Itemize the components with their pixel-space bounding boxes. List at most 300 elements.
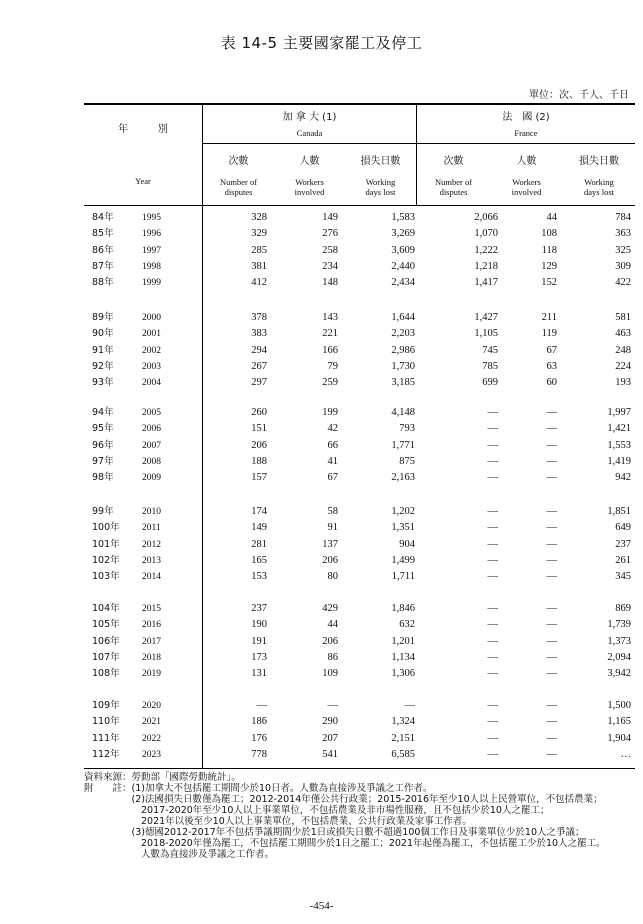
value-cell: 345: [615, 571, 631, 583]
value-cell: 41: [327, 455, 338, 467]
value-cell: 1,711: [391, 571, 415, 583]
value-cell: —: [487, 619, 498, 631]
value-cell: 3,609: [391, 244, 415, 256]
france-disputes-en2: disputes: [439, 187, 468, 197]
table-row: [84, 359, 635, 375]
year-cell: 2001: [142, 329, 161, 340]
value-cell: 66: [327, 439, 338, 451]
value-cell: 290: [322, 716, 338, 728]
value-cell: 2,066: [474, 212, 498, 223]
value-cell: 80: [327, 571, 338, 583]
value-cell: 699: [482, 377, 498, 389]
value-cell: 429: [322, 603, 338, 614]
year-cell: 2019: [142, 669, 161, 680]
value-cell: 176: [251, 732, 267, 744]
value-cell: 875: [399, 455, 415, 467]
value-cell: 1,583: [391, 212, 415, 223]
value-cell: 152: [541, 277, 557, 289]
roc-year-cell: 105年: [92, 619, 120, 631]
roc-year-cell: 91年: [92, 344, 114, 356]
year-cell: 1998: [142, 261, 161, 272]
table-row: [84, 601, 635, 617]
year-cell: 2021: [142, 717, 161, 728]
value-cell: 4,148: [391, 407, 415, 418]
value-cell: 1,500: [607, 700, 631, 711]
value-cell: 2,434: [391, 277, 415, 289]
year-cell: 2012: [142, 539, 161, 550]
year-cell: 2014: [142, 572, 161, 583]
value-cell: —: [546, 472, 557, 484]
value-cell: 44: [327, 619, 338, 631]
value-cell: 2,440: [391, 260, 415, 272]
roc-year-cell: 110年: [92, 716, 120, 728]
year-cell: 2008: [142, 456, 161, 467]
note-line: 2018-2020年僅為罷工，不包括罷工期間少於1日之罷工；2021年起僅為罷工，不包括罷工少於10人之罷工。: [84, 838, 606, 849]
table-row: [84, 537, 635, 553]
value-cell: 1,904: [607, 732, 631, 744]
value-cell: 2,094: [607, 651, 631, 663]
note-line: 2021年以後至少10人以上事業單位，不包括農業、公共行政業及家事工作者。: [84, 816, 472, 827]
value-cell: 1,419: [607, 455, 631, 467]
france-header-zh: 法 國 (2): [502, 112, 550, 123]
value-cell: 904: [399, 538, 415, 550]
year-cell: 2009: [142, 473, 161, 484]
value-cell: 129: [541, 260, 557, 272]
value-cell: …: [620, 748, 631, 760]
table-row: [84, 504, 635, 520]
year-cell: 1996: [142, 229, 161, 240]
value-cell: —: [546, 538, 557, 550]
value-cell: 206: [251, 439, 267, 451]
value-cell: 206: [322, 554, 338, 566]
value-cell: 60: [546, 377, 557, 389]
roc-year-cell: 92年: [92, 360, 114, 372]
year-cell: 2022: [142, 733, 161, 744]
value-cell: 207: [322, 732, 338, 744]
table-row: [84, 747, 635, 763]
value-cell: 42: [327, 423, 338, 435]
value-cell: —: [487, 407, 498, 418]
roc-year-cell: 100年: [92, 522, 120, 534]
value-cell: 1,134: [391, 651, 415, 663]
value-cell: 118: [541, 244, 557, 256]
value-cell: —: [487, 716, 498, 728]
value-cell: 67: [327, 472, 338, 484]
value-cell: 174: [251, 506, 267, 517]
value-cell: —: [487, 538, 498, 550]
value-cell: 2,163: [391, 472, 415, 484]
canada-days-en1: Working: [365, 177, 396, 187]
value-cell: 381: [251, 260, 267, 272]
value-cell: 153: [251, 571, 267, 583]
value-cell: 260: [251, 407, 267, 418]
roc-year-cell: 96年: [92, 439, 114, 451]
table-row: [84, 553, 635, 569]
value-cell: —: [487, 571, 498, 583]
value-cell: 86: [327, 651, 338, 663]
table-row: [84, 650, 635, 666]
note-line: (3)德國2012-2017年不包括爭議期間少於1日或損失日數不超過100個工作日及事業單位少於10人之爭議；: [84, 827, 585, 838]
value-cell: —: [256, 700, 267, 711]
table-row: [84, 569, 635, 585]
value-cell: 1,306: [391, 668, 415, 680]
value-cell: —: [546, 619, 557, 631]
value-cell: —: [487, 439, 498, 451]
value-cell: 1,739: [607, 619, 631, 631]
table-row: [84, 275, 635, 291]
value-cell: 149: [322, 212, 338, 223]
roc-year-cell: 86年: [92, 244, 114, 256]
value-cell: 63: [546, 360, 557, 372]
table-bottom-rule: [84, 768, 635, 769]
table-row: [84, 259, 635, 275]
year-cell: 2004: [142, 378, 161, 389]
france-workers-en2: involved: [511, 187, 542, 197]
value-cell: 784: [615, 212, 631, 223]
value-cell: 148: [322, 277, 338, 289]
table-row: [84, 243, 635, 259]
year-cell: 1997: [142, 245, 161, 256]
value-cell: 1,202: [391, 506, 415, 517]
value-cell: —: [546, 439, 557, 451]
value-cell: 191: [251, 635, 267, 647]
value-cell: —: [487, 603, 498, 614]
value-cell: —: [487, 700, 498, 711]
value-cell: 234: [322, 260, 338, 272]
header-bottom-rule: [84, 205, 635, 206]
roc-year-cell: 109年: [92, 700, 120, 711]
value-cell: 1,997: [607, 407, 631, 418]
value-cell: 1,427: [474, 312, 498, 323]
table-row: [84, 698, 635, 714]
value-cell: 67: [546, 344, 557, 356]
value-cell: 1,499: [391, 554, 415, 566]
value-cell: 199: [322, 407, 338, 418]
page-title: 表 14-5 主要國家罷工及停工: [220, 34, 423, 52]
value-cell: 1,070: [474, 228, 498, 240]
value-cell: 325: [615, 244, 631, 256]
canada-workers-en1: Workers: [295, 177, 324, 187]
france-header-en: France: [514, 128, 538, 138]
value-cell: 206: [322, 635, 338, 647]
value-cell: —: [546, 700, 557, 711]
value-cell: 383: [251, 328, 267, 340]
france-workers-header: 人數: [516, 156, 537, 167]
value-cell: 44: [546, 212, 557, 223]
value-cell: 119: [541, 328, 557, 340]
canada-days-en2: days lost: [365, 187, 396, 197]
value-cell: 3,185: [391, 377, 415, 389]
value-cell: 329: [251, 228, 267, 240]
notes-block: [84, 772, 639, 860]
value-cell: —: [487, 554, 498, 566]
value-cell: —: [546, 668, 557, 680]
roc-year-cell: 95年: [92, 423, 114, 435]
year-cell: 2007: [142, 440, 161, 451]
value-cell: 1,351: [391, 522, 415, 534]
year-cell: 2020: [142, 701, 161, 711]
table-row: [84, 714, 635, 730]
value-cell: 581: [615, 312, 631, 323]
roc-year-cell: 94年: [92, 407, 114, 418]
roc-year-cell: 107年: [92, 651, 120, 663]
roc-year-cell: 89年: [92, 312, 114, 323]
value-cell: 309: [615, 260, 631, 272]
canada-disputes-header: 次數: [228, 156, 249, 167]
table-row: [84, 617, 635, 633]
table-row: [84, 210, 635, 226]
year-cell: 1999: [142, 278, 161, 289]
france-disputes-en1: Number of: [434, 177, 473, 187]
value-cell: 2,151: [391, 732, 415, 744]
unit-label: 單位：次、千人、千日: [529, 90, 629, 101]
year-cell: 2016: [142, 620, 161, 631]
note-line: 人數為直接涉及爭議之工作者。: [84, 849, 275, 860]
value-cell: —: [487, 423, 498, 435]
year-cell: 2018: [142, 652, 161, 663]
france-workers-en1: Workers: [512, 177, 541, 187]
note-line: (2)法國損失日數僅為罷工；2012-2014年僅公共行政業；2015-2016年至少10人以上民營單位，不包括農業；: [84, 794, 603, 805]
value-cell: —: [546, 506, 557, 517]
france-group-rule: [416, 143, 635, 144]
value-cell: 79: [327, 360, 338, 372]
roc-year-cell: 90年: [92, 328, 114, 340]
table-row: [84, 438, 635, 454]
value-cell: —: [546, 603, 557, 614]
top-rule: [84, 103, 635, 105]
value-cell: 143: [322, 312, 338, 323]
roc-year-cell: 93年: [92, 377, 114, 389]
table-row: [84, 470, 635, 486]
page-number: -454-: [309, 900, 334, 912]
value-cell: —: [546, 748, 557, 760]
value-cell: 237: [615, 538, 631, 550]
value-cell: —: [546, 651, 557, 663]
canada-workers-en2: involved: [294, 187, 325, 197]
value-cell: —: [546, 571, 557, 583]
value-cell: 221: [322, 328, 338, 340]
value-cell: —: [546, 407, 557, 418]
value-cell: 1,421: [607, 423, 631, 435]
value-cell: —: [487, 522, 498, 534]
value-cell: 237: [251, 603, 267, 614]
table-row: [84, 310, 635, 326]
canada-group-rule: [203, 143, 416, 144]
note-line: 附 註：(1)加拿大不包括罷工期間少於10日者。人數為直接涉及爭議之工作者。: [84, 783, 433, 794]
value-cell: 149: [251, 522, 267, 534]
roc-year-cell: 85年: [92, 228, 114, 240]
value-cell: 1,165: [607, 716, 631, 728]
canada-workers-header: 人數: [299, 156, 320, 167]
year-cell: 2013: [142, 555, 161, 566]
table-row: [84, 634, 635, 650]
value-cell: 745: [482, 344, 498, 356]
year-cell: 2015: [142, 604, 161, 614]
value-cell: 785: [482, 360, 498, 372]
value-cell: 267: [251, 360, 267, 372]
value-cell: 190: [251, 619, 267, 631]
value-cell: 6,585: [391, 748, 415, 760]
year-cell: 2005: [142, 408, 161, 418]
value-cell: 328: [251, 212, 267, 223]
value-cell: 1,644: [391, 312, 415, 323]
table-row: [84, 326, 635, 342]
value-cell: 1,105: [474, 328, 498, 340]
value-cell: —: [487, 506, 498, 517]
value-cell: 166: [322, 344, 338, 356]
value-cell: 363: [615, 228, 631, 240]
value-cell: —: [487, 748, 498, 760]
value-cell: 463: [615, 328, 631, 340]
roc-year-cell: 111年: [92, 732, 120, 744]
value-cell: 541: [322, 748, 338, 760]
table-row: [84, 226, 635, 242]
value-cell: 378: [251, 312, 267, 323]
value-cell: 3,942: [607, 668, 631, 680]
value-cell: 186: [251, 716, 267, 728]
year-cell: 2002: [142, 345, 161, 356]
value-cell: 297: [251, 377, 267, 389]
value-cell: 259: [322, 377, 338, 389]
roc-year-cell: 103年: [92, 571, 120, 583]
value-cell: —: [487, 455, 498, 467]
value-cell: 1,324: [391, 716, 415, 728]
value-cell: 1,553: [607, 439, 631, 451]
value-cell: 1,218: [474, 260, 498, 272]
value-cell: —: [546, 455, 557, 467]
value-cell: 1,201: [391, 635, 415, 647]
table-row: [84, 405, 635, 421]
value-cell: 2,203: [391, 328, 415, 340]
value-cell: —: [487, 651, 498, 663]
value-cell: 422: [615, 277, 631, 289]
value-cell: 258: [322, 244, 338, 256]
roc-year-cell: 88年: [92, 277, 114, 289]
roc-year-cell: 87年: [92, 260, 114, 272]
value-cell: 157: [251, 472, 267, 484]
value-cell: —: [546, 554, 557, 566]
value-cell: 632: [399, 619, 415, 631]
value-cell: 211: [541, 312, 557, 323]
value-cell: —: [487, 472, 498, 484]
france-days-header: 損失日數: [579, 156, 619, 167]
note-line: 2017-2020年至少10人以上事業單位，不包括農業及非市場性服務，且不包括少於10人之罷工；: [84, 805, 550, 816]
canada-days-header: 損失日數: [360, 156, 401, 167]
value-cell: 649: [615, 522, 631, 534]
canada-disputes-en2: disputes: [224, 187, 253, 197]
france-days-en1: Working: [584, 177, 614, 187]
value-cell: —: [546, 423, 557, 435]
year-cell: 2003: [142, 361, 161, 372]
value-cell: 165: [251, 554, 267, 566]
roc-year-cell: 84年: [92, 212, 114, 223]
value-cell: 193: [615, 377, 631, 389]
value-cell: 1,222: [474, 244, 498, 256]
table-row: [84, 375, 635, 391]
year-cell: 2006: [142, 424, 161, 435]
value-cell: —: [327, 700, 338, 711]
value-cell: 151: [251, 423, 267, 435]
year-header-en: Year: [135, 176, 151, 186]
value-cell: 131: [251, 668, 267, 680]
value-cell: 869: [615, 603, 631, 614]
value-cell: —: [487, 635, 498, 647]
france-disputes-header: 次數: [443, 156, 464, 167]
roc-year-cell: 99年: [92, 506, 114, 517]
value-cell: 91: [327, 522, 338, 534]
note-line: 資料來源：勞動部「國際勞動統計」。: [84, 772, 241, 783]
year-cell: 2011: [142, 523, 161, 534]
roc-year-cell: 108年: [92, 668, 120, 680]
value-cell: —: [487, 668, 498, 680]
value-cell: 942: [615, 472, 631, 484]
roc-year-cell: 106年: [92, 635, 120, 647]
value-cell: 778: [251, 748, 267, 760]
year-header-zh: 年 別: [118, 124, 168, 135]
value-cell: 188: [251, 455, 267, 467]
roc-year-cell: 98年: [92, 472, 114, 484]
value-cell: 1,851: [607, 506, 631, 517]
value-cell: 261: [615, 554, 631, 566]
roc-year-cell: 104年: [92, 603, 120, 614]
value-cell: 1,730: [391, 360, 415, 372]
value-cell: 137: [322, 538, 338, 550]
value-cell: 285: [251, 244, 267, 256]
year-cell: 2010: [142, 507, 161, 517]
roc-year-cell: 102年: [92, 554, 120, 566]
value-cell: 1,846: [391, 603, 415, 614]
value-cell: 58: [327, 506, 338, 517]
table-row: [84, 421, 635, 437]
value-cell: 1,417: [474, 277, 498, 289]
value-cell: —: [546, 635, 557, 647]
table-row: [84, 454, 635, 470]
value-cell: —: [546, 732, 557, 744]
value-cell: 3,269: [391, 228, 415, 240]
value-cell: —: [487, 732, 498, 744]
year-cell: 1995: [142, 213, 161, 223]
roc-year-cell: 101年: [92, 538, 120, 550]
france-days-en2: days lost: [584, 187, 614, 197]
value-cell: —: [404, 700, 415, 711]
value-cell: 281: [251, 538, 267, 550]
roc-year-cell: 97年: [92, 455, 114, 467]
year-cell: 2000: [142, 313, 161, 323]
value-cell: 294: [251, 344, 267, 356]
year-cell: 2017: [142, 636, 161, 647]
value-cell: 412: [251, 277, 267, 289]
canada-disputes-en1: Number of: [219, 177, 258, 187]
canada-header-en: Canada: [296, 128, 323, 138]
year-cell: 2023: [142, 749, 161, 760]
table-row: [84, 731, 635, 747]
roc-year-cell: 112年: [92, 748, 120, 760]
value-cell: 276: [322, 228, 338, 240]
value-cell: 1,771: [391, 439, 415, 451]
value-cell: 109: [322, 668, 338, 680]
value-cell: 224: [615, 360, 631, 372]
value-cell: 248: [615, 344, 631, 356]
table-row: [84, 520, 635, 536]
table-row: [84, 343, 635, 359]
table-row: [84, 666, 635, 682]
value-cell: —: [546, 716, 557, 728]
value-cell: —: [546, 522, 557, 534]
value-cell: 2,986: [391, 344, 415, 356]
canada-header-zh: 加 拿 大 (1): [282, 112, 337, 123]
value-cell: 793: [399, 423, 415, 435]
value-cell: 108: [541, 228, 557, 240]
